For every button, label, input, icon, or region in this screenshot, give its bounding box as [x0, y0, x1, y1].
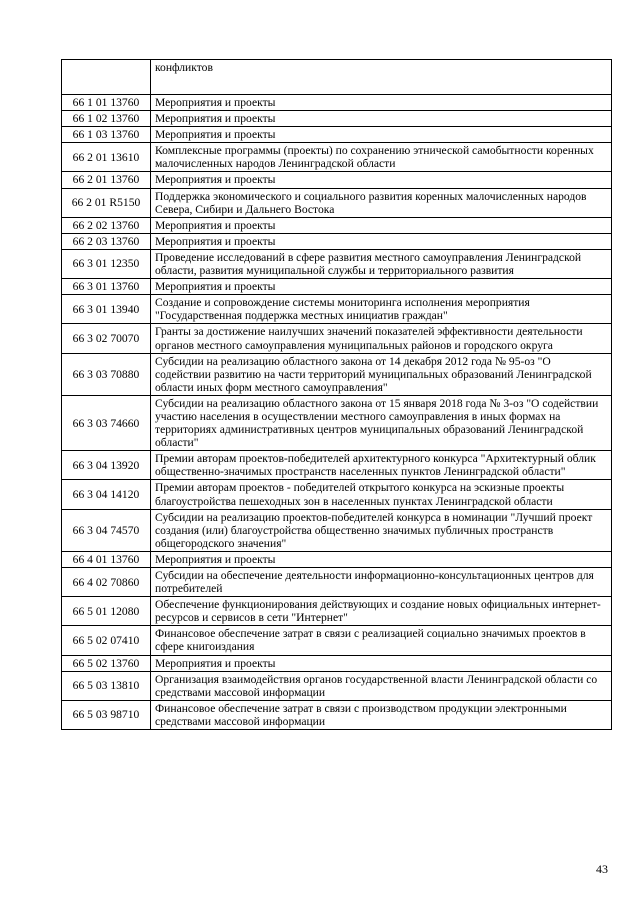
row-description: конфликтов [151, 60, 612, 95]
table-row [62, 188, 612, 217]
row-code: 66 2 01 R5150 [62, 188, 151, 217]
table-row [62, 480, 612, 509]
row-code: 66 2 01 13610 [62, 143, 151, 172]
row-code: 66 4 02 70860 [62, 568, 151, 597]
row-code: 66 5 01 12080 [62, 597, 151, 626]
table-row [62, 551, 612, 567]
row-description: Мероприятия и проекты [151, 233, 612, 249]
row-code: 66 1 02 13760 [62, 111, 151, 127]
row-description: Мероприятия и проекты [151, 217, 612, 233]
row-description: Премии авторам проектов-победителей архитектурного конкурса "Архитектурный облик общественно-значимых пространств населенных пунктов Ленинградской области" [151, 451, 612, 480]
table-row [62, 626, 612, 655]
row-code: 66 4 01 13760 [62, 551, 151, 567]
row-description: Мероприятия и проекты [151, 95, 612, 111]
table-row [62, 353, 612, 395]
table-row [62, 279, 612, 295]
row-description: Мероприятия и проекты [151, 127, 612, 143]
table-row [62, 655, 612, 671]
table-row [62, 671, 612, 700]
row-code: 66 5 03 13810 [62, 671, 151, 700]
row-description: Субсидии на реализацию областного закона от 14 декабря 2012 года № 95-оз "О содействии развитию на части территорий муниципальных образований Ленинградской области иных форм местного самоуправления" [151, 353, 612, 395]
row-description: Поддержка экономического и социального развития коренных малочисленных народов Севера, Сибири и Дальнего Востока [151, 188, 612, 217]
row-code: 66 2 01 13760 [62, 172, 151, 188]
row-code: 66 3 01 12350 [62, 249, 151, 278]
row-code [62, 60, 151, 95]
row-description: Проведение исследований в сфере развития местного самоуправления Ленинградской области, развития муниципальной службы и территориального развития [151, 249, 612, 278]
row-code: 66 5 02 07410 [62, 626, 151, 655]
table-body [62, 60, 612, 730]
table-row [62, 451, 612, 480]
table-row [62, 233, 612, 249]
row-code: 66 1 01 13760 [62, 95, 151, 111]
row-description: Создание и сопровождение системы мониторинга исполнения мероприятия "Государственная поддержка местных инициатив граждан" [151, 295, 612, 324]
row-code: 66 5 02 13760 [62, 655, 151, 671]
row-code: 66 2 03 13760 [62, 233, 151, 249]
row-description: Финансовое обеспечение затрат в связи с производством продукции электронными средствами массовой информации [151, 700, 612, 729]
table-row [62, 249, 612, 278]
table-row [62, 568, 612, 597]
row-description: Субсидии на реализацию проектов-победителей конкурса в номинации "Лучший проект создания (или) благоустройства общественно значимых публичных пространств общегородского значения" [151, 509, 612, 551]
table-row [62, 509, 612, 551]
row-description: Мероприятия и проекты [151, 111, 612, 127]
row-description: Финансовое обеспечение затрат в связи с реализацией социально значимых проектов в сфере книгоиздания [151, 626, 612, 655]
page-number: 43 [596, 862, 608, 876]
table-row [62, 111, 612, 127]
row-description: Обеспечение функционирования действующих и создание новых официальных интернет-ресурсов и сервисов в сети "Интернет" [151, 597, 612, 626]
row-code: 66 3 01 13760 [62, 279, 151, 295]
row-code: 66 3 04 14120 [62, 480, 151, 509]
row-description: Мероприятия и проекты [151, 279, 612, 295]
row-code: 66 3 04 13920 [62, 451, 151, 480]
row-code: 66 3 02 70070 [62, 324, 151, 353]
row-code: 66 2 02 13760 [62, 217, 151, 233]
row-description: Мероприятия и проекты [151, 172, 612, 188]
table-row [62, 95, 612, 111]
table-row [62, 700, 612, 729]
row-description: Организация взаимодействия органов государственной власти Ленинградской области со средствами массовой информации [151, 671, 612, 700]
row-code: 66 3 03 74660 [62, 395, 151, 450]
row-description: Гранты за достижение наилучших значений показателей эффективности деятельности органов местного самоуправления муниципальных районов и городского округа [151, 324, 612, 353]
table-row [62, 324, 612, 353]
table-row [62, 172, 612, 188]
row-description: Премии авторам проектов - победителей открытого конкурса на эскизные проекты благоустройства пешеходных зон в населенных пунктах Ленинградской области [151, 480, 612, 509]
table-row [62, 143, 612, 172]
row-description: Комплексные программы (проекты) по сохранению этнической самобытности коренных малочисленных народов Ленинградской области [151, 143, 612, 172]
table-row [62, 597, 612, 626]
row-code: 66 3 01 13940 [62, 295, 151, 324]
table-row [62, 395, 612, 450]
row-code: 66 1 03 13760 [62, 127, 151, 143]
row-code: 66 3 04 74570 [62, 509, 151, 551]
table-row [62, 60, 612, 95]
row-description: Мероприятия и проекты [151, 655, 612, 671]
table-row [62, 127, 612, 143]
budget-classification-table [61, 59, 612, 730]
row-code: 66 3 03 70880 [62, 353, 151, 395]
table-row [62, 217, 612, 233]
row-description: Субсидии на реализацию областного закона от 15 января 2018 года № 3-оз "О содействии участию населения в осуществлении местного самоуправления в иных формах на территориях административных центров муниципальных образований Ленинградской области" [151, 395, 612, 450]
row-code: 66 5 03 98710 [62, 700, 151, 729]
row-description: Субсидии на обеспечение деятельности информационно-консультационных центров для потребителей [151, 568, 612, 597]
row-description: Мероприятия и проекты [151, 551, 612, 567]
table-row [62, 295, 612, 324]
